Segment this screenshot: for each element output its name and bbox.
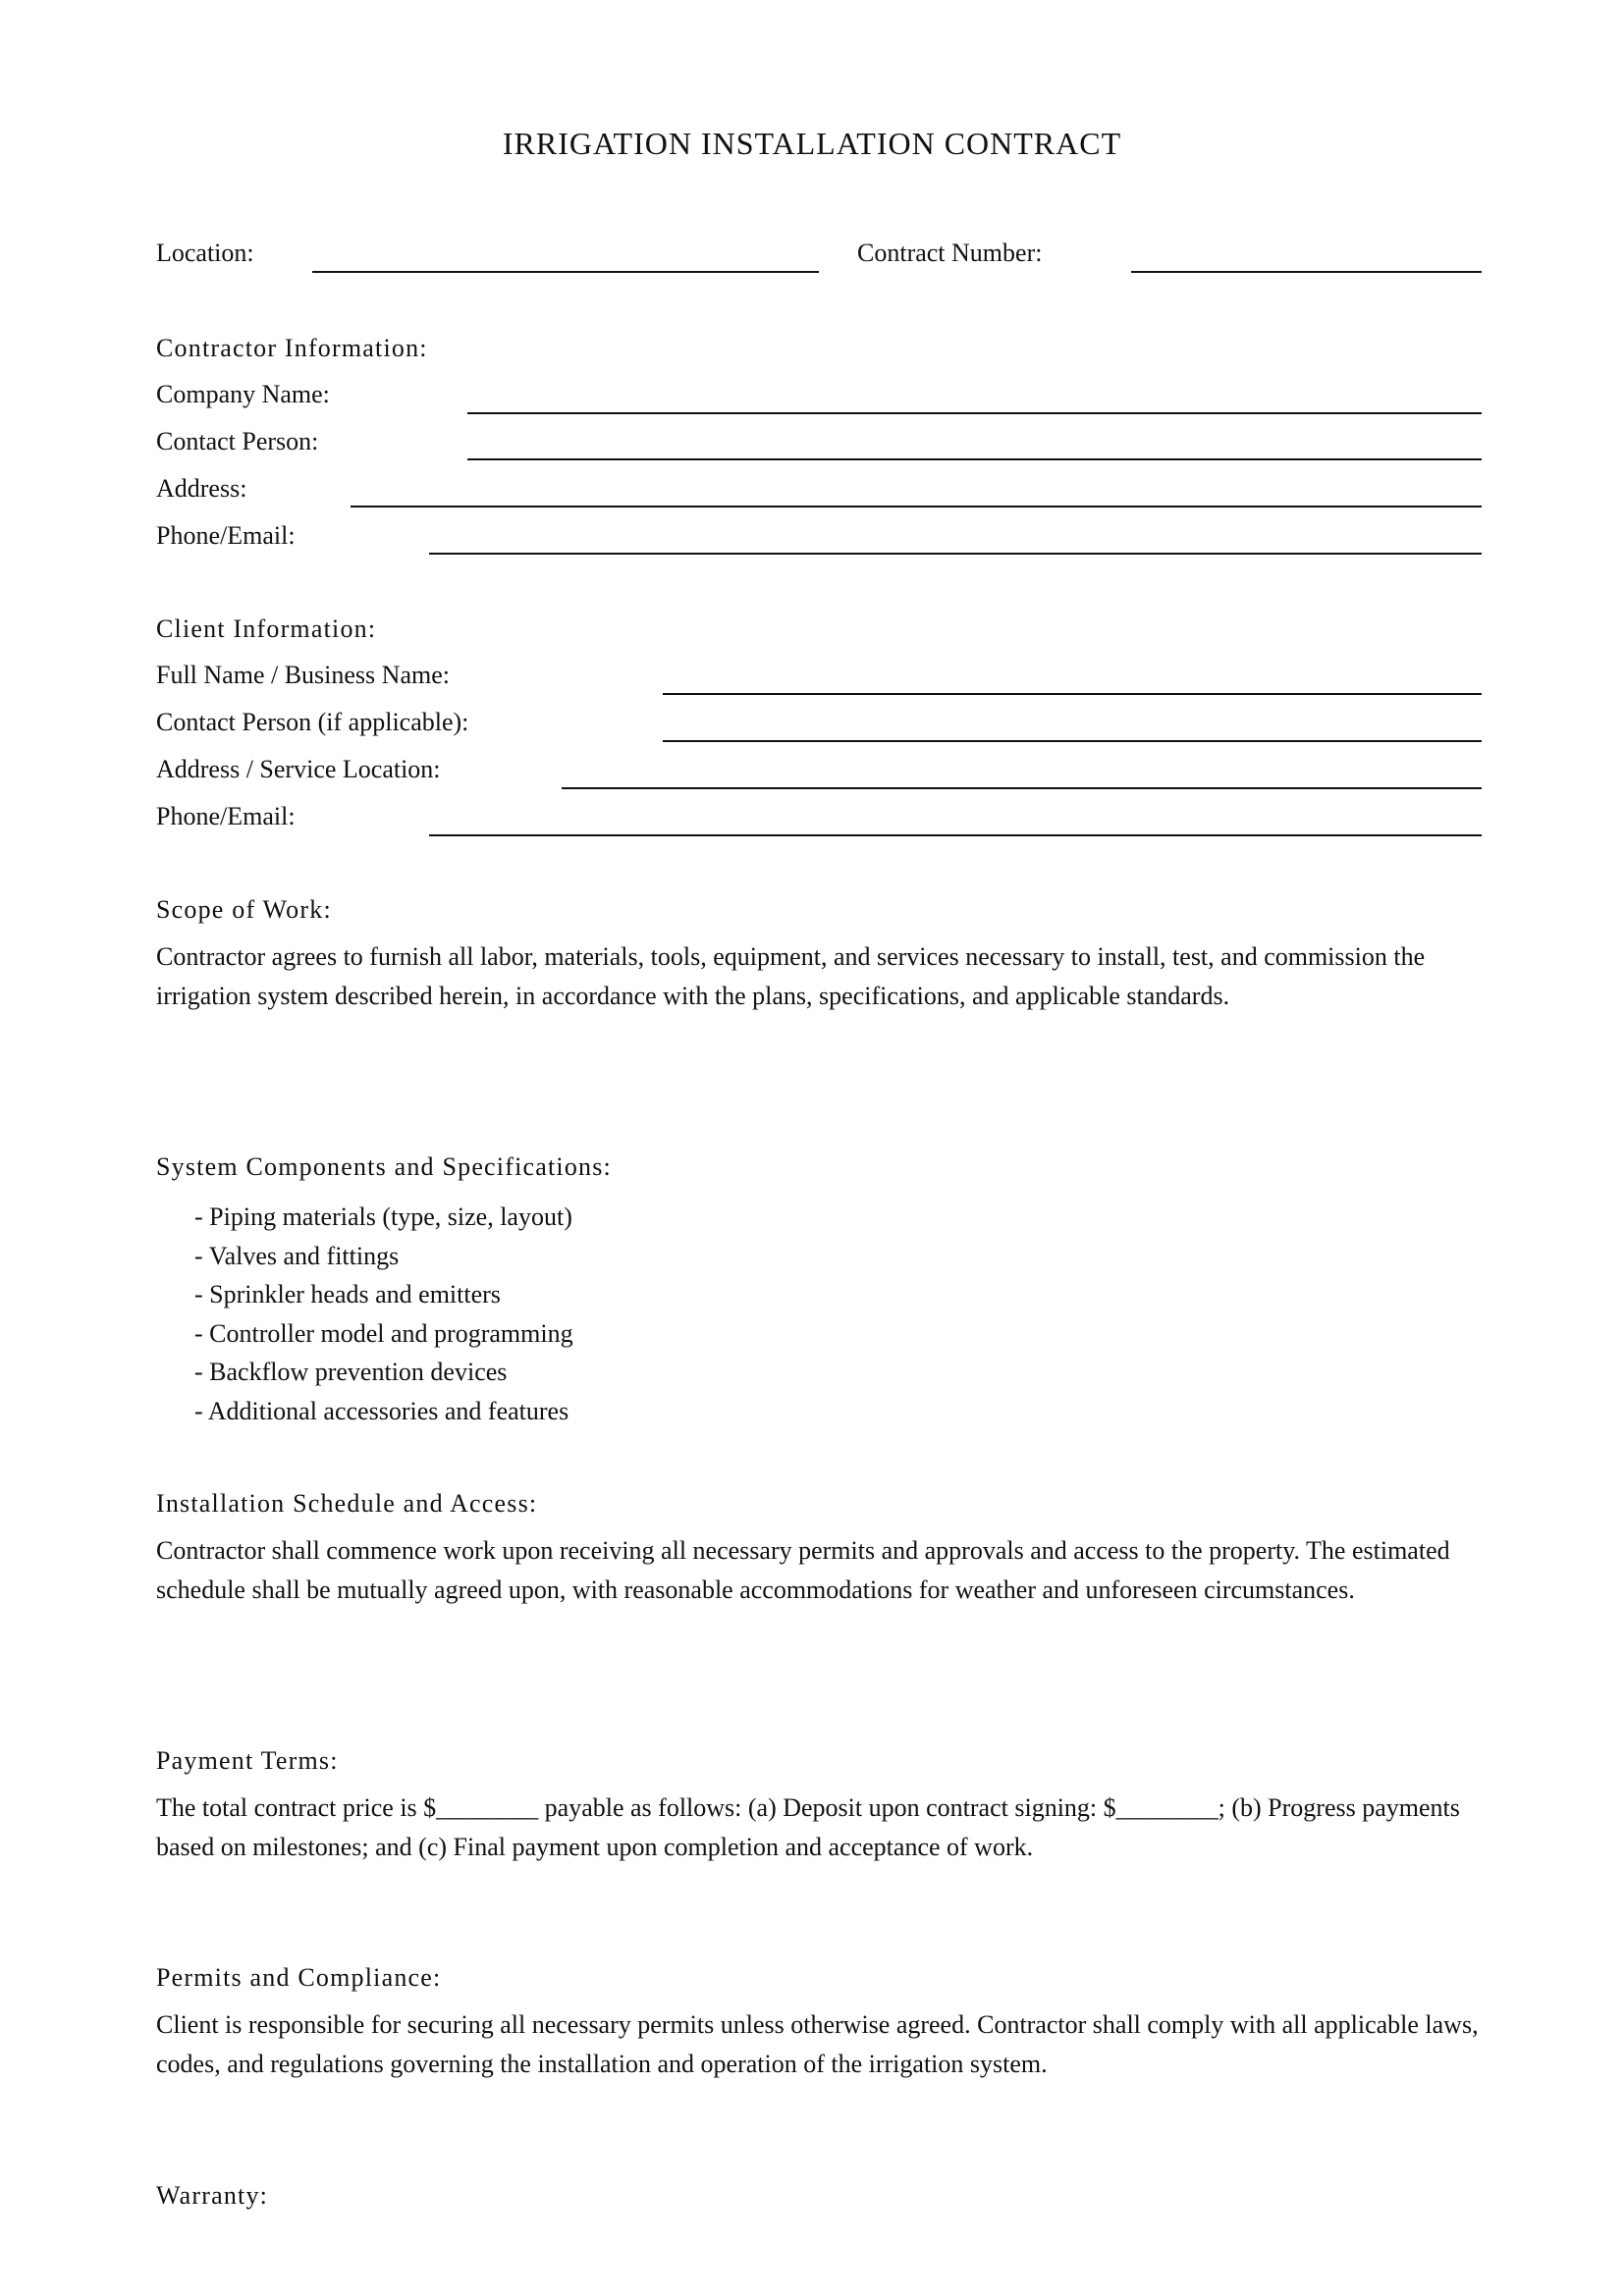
payment-heading: Payment Terms:: [156, 1746, 339, 1775]
list-item: - Piping materials (type, size, layout): [194, 1202, 572, 1231]
schedule-heading: Installation Schedule and Access:: [156, 1489, 538, 1518]
list-item: - Additional accessories and features: [194, 1396, 569, 1425]
contract-number-field[interactable]: [1131, 271, 1482, 273]
contractor-address-field[interactable]: [351, 506, 1482, 507]
contractor-phone-email-field[interactable]: [429, 553, 1482, 555]
components-heading: System Components and Specifications:: [156, 1152, 612, 1181]
schedule-text: Contractor shall commence work upon receiving all necessary permits and approvals and access to the property. The estimated schedule shall be mutually agreed upon, with reasonable accommodations for weather and unforeseen circumstances.: [156, 1536, 1450, 1604]
scope-text: Contractor agrees to furnish all labor, materials, tools, equipment, and services necessary to install, test, and commission the irrigation system described herein, in accordance with the plans, specifications, and applicable standards.: [156, 942, 1426, 1010]
payment-text: The total contract price is $________ payable as follows: (a) Deposit upon contract signing: $________; (b) Progress payments based on milestones; and (c) Final payment upon completion and acceptance of work.: [156, 1793, 1460, 1861]
client-address-field[interactable]: [562, 787, 1482, 789]
scope-heading: Scope of Work:: [156, 895, 332, 924]
client-full-name-label: Full Name / Business Name:: [156, 661, 450, 689]
client-contact-person-label: Contact Person (if applicable):: [156, 708, 469, 736]
client-address-label: Address / Service Location:: [156, 755, 441, 783]
client-phone-email-label: Phone/Email:: [156, 802, 296, 830]
list-item: - Valves and fittings: [194, 1241, 400, 1270]
location-field[interactable]: [312, 271, 819, 273]
client-phone-email-field[interactable]: [429, 834, 1482, 836]
list-item: - Backflow prevention devices: [194, 1358, 508, 1386]
list-item: - Controller model and programming: [194, 1318, 573, 1348]
warranty-heading: Warranty:: [156, 2181, 269, 2210]
contractor-phone-email-label: Phone/Email:: [156, 521, 296, 550]
client-full-name-field[interactable]: [663, 693, 1482, 695]
location-label: Location:: [156, 239, 254, 267]
contractor-info-heading: Contractor Information:: [156, 334, 428, 362]
contractor-contact-person-field[interactable]: [467, 458, 1482, 460]
contractor-address-label: Address:: [156, 474, 247, 503]
contract-number-label: Contract Number:: [857, 239, 1043, 267]
contractor-company-name-field[interactable]: [467, 412, 1482, 414]
components-list: [194, 1198, 573, 1430]
client-contact-person-field[interactable]: [663, 740, 1482, 742]
client-info-heading: Client Information:: [156, 614, 377, 643]
contractor-company-name-label: Company Name:: [156, 380, 330, 408]
document-title: IRRIGATION INSTALLATION CONTRACT: [502, 126, 1122, 161]
list-item: - Sprinkler heads and emitters: [194, 1280, 501, 1308]
contractor-contact-person-label: Contact Person:: [156, 427, 319, 455]
permits-heading: Permits and Compliance:: [156, 1963, 442, 1992]
permits-text: Client is responsible for securing all necessary permits unless otherwise agreed. Contractor shall comply with all applicable laws, codes, and regulations governing the installation and operation of the irrigation system.: [156, 2010, 1479, 2078]
